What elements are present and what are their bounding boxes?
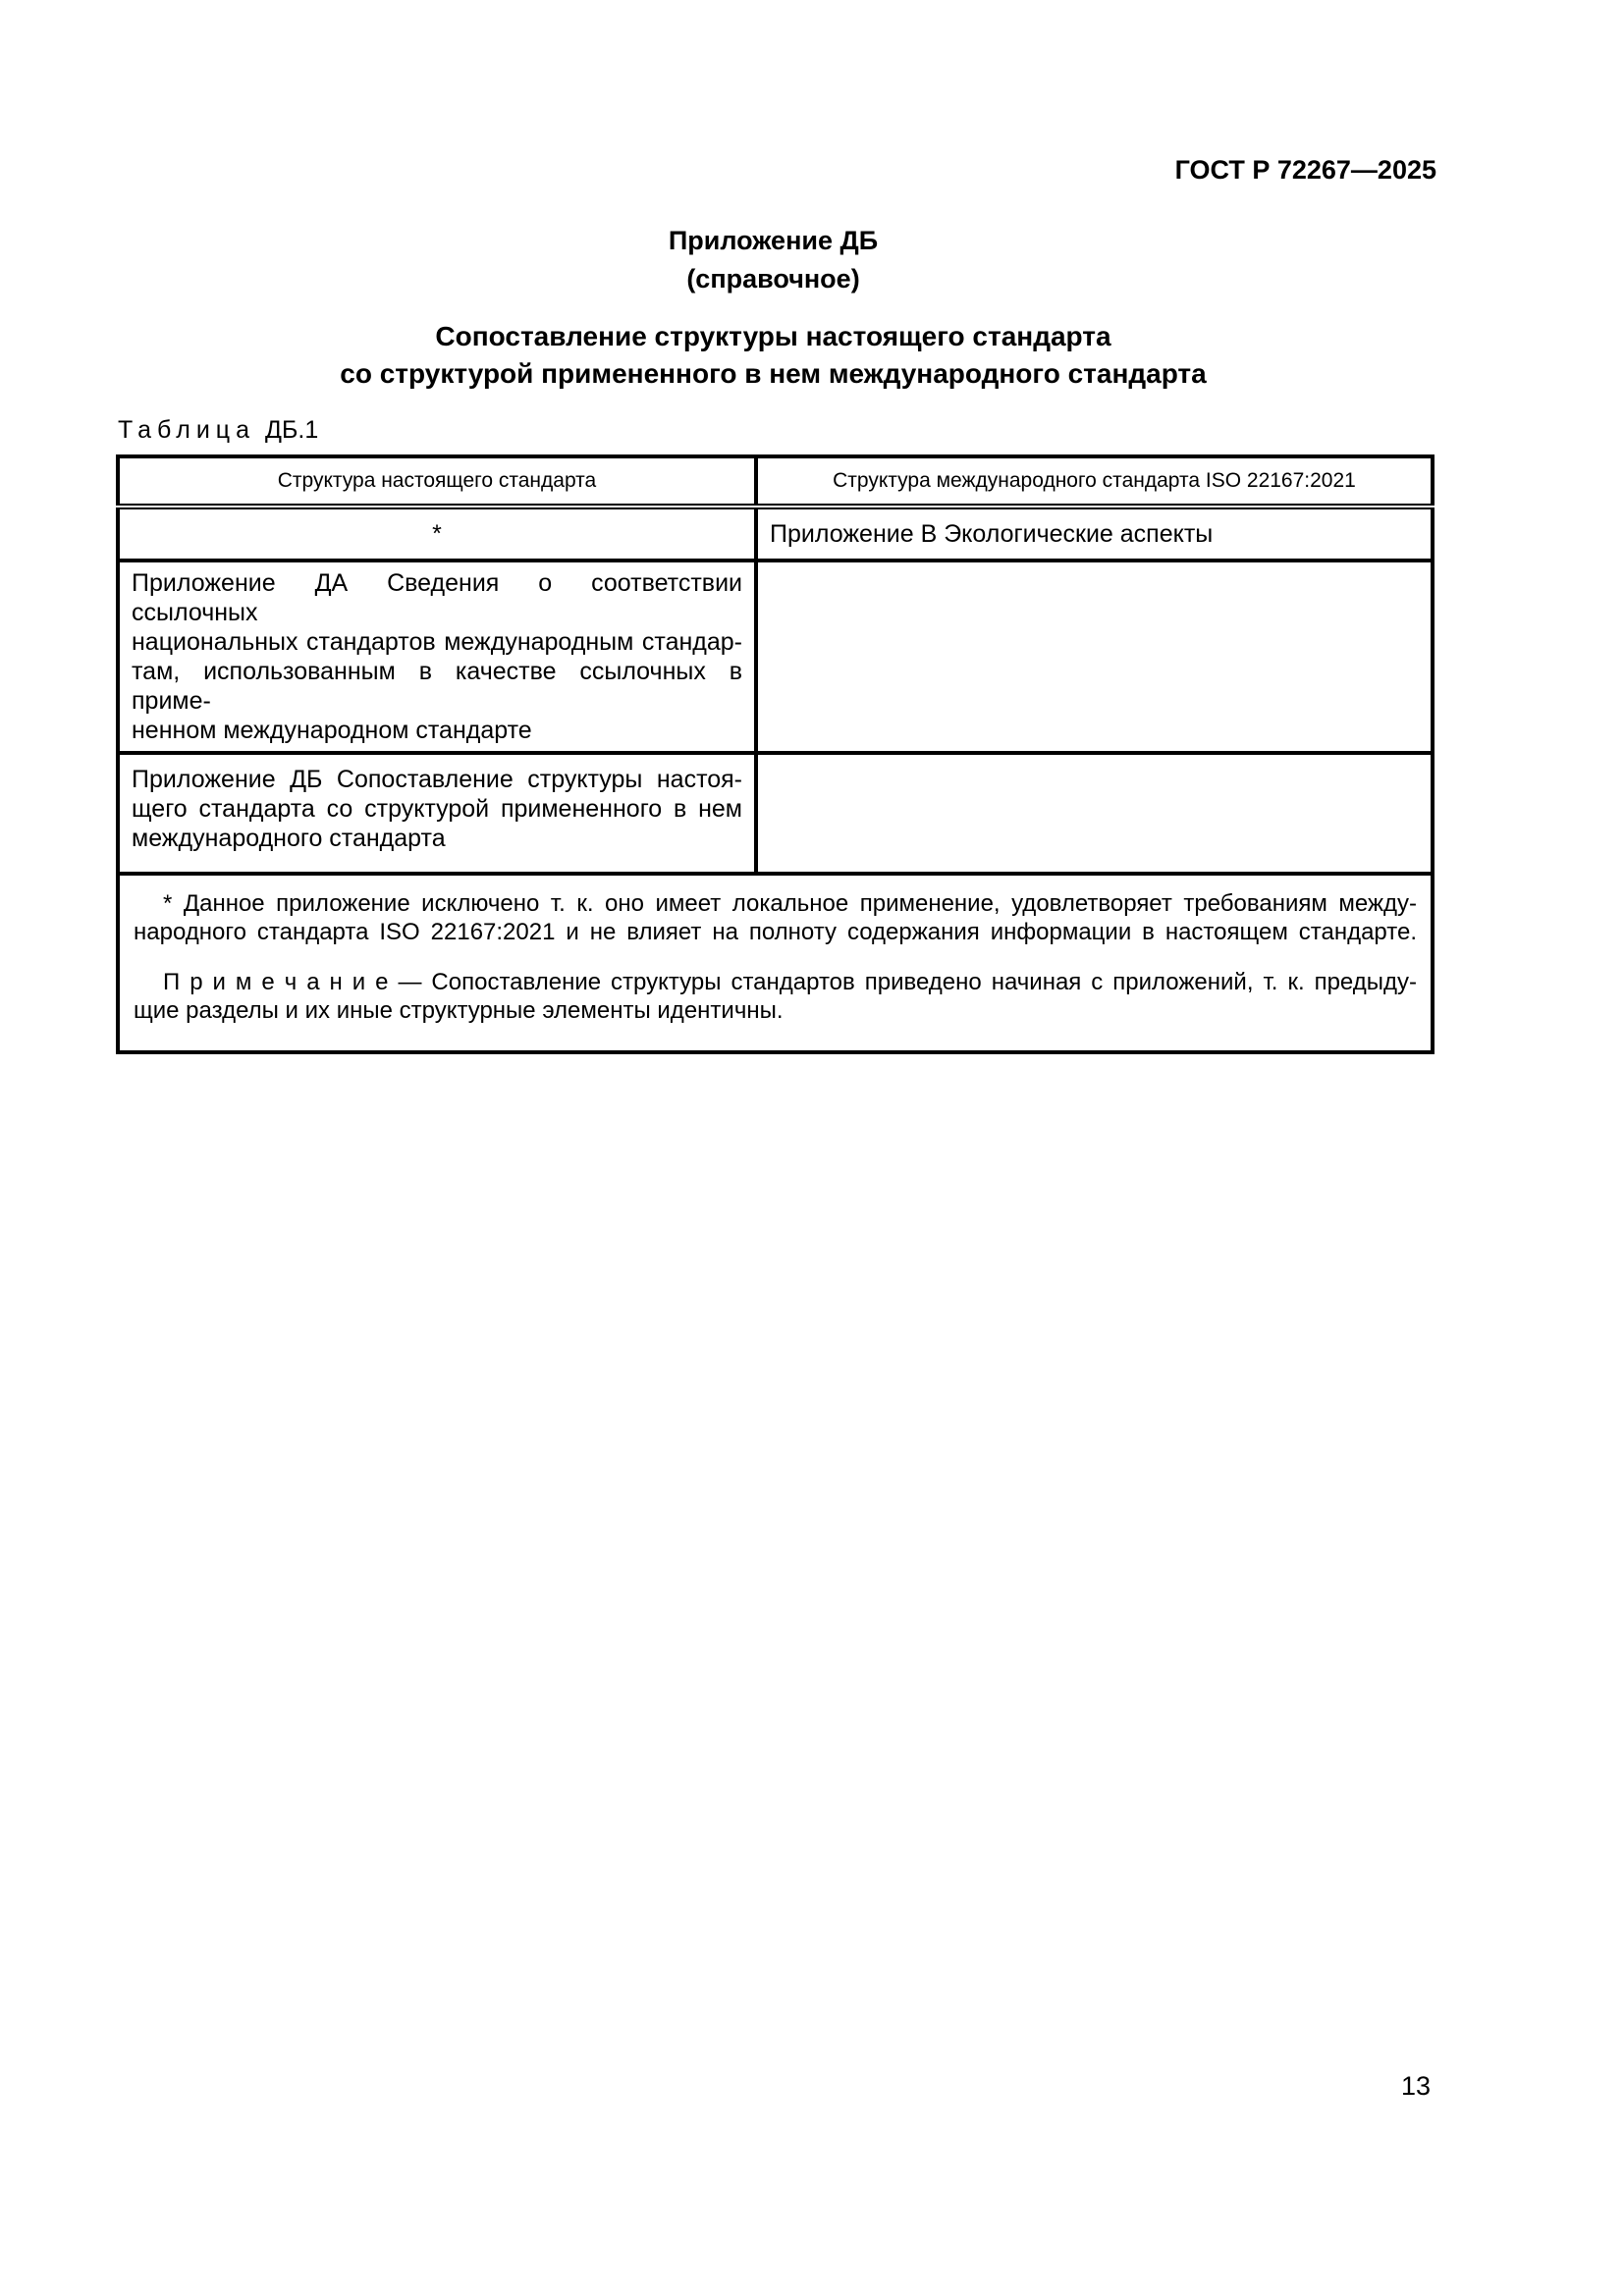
table-caption-word: Таблица (118, 416, 256, 444)
table-footnote (134, 889, 1417, 946)
column-header-national-standard: Структура настоящего стандарта (118, 456, 756, 507)
appendix-type: (справочное) (686, 264, 860, 294)
page-number: 13 (1400, 2071, 1431, 2101)
text-line: ненном международном стандарте (132, 717, 532, 744)
table-row (118, 561, 1433, 753)
text-line: национальных стандартов международным стандар- (132, 628, 742, 656)
table-caption-number: ДБ.1 (265, 416, 319, 444)
table-row (118, 507, 1433, 561)
text-line: народного стандарта ISO 22167:2021 и не влияет на полноту содержания информации в настоящем стандарте. (134, 919, 1417, 945)
structure-comparison-table (116, 454, 1435, 1054)
cell-international-empty-1 (756, 561, 1433, 753)
text-line: Приложение ДБ Сопоставление структуры настоя- (132, 766, 742, 793)
table-note (134, 968, 1417, 1025)
table-header-row (118, 456, 1433, 507)
appendix-label: Приложение ДБ (668, 226, 879, 255)
text-line: со структурой примененного в нем международного стандарта (340, 358, 1207, 389)
table-footer-row (118, 874, 1433, 1052)
appendix-title (116, 318, 1431, 393)
text-line: щие разделы и их иные структурные элементы идентичны. (134, 997, 784, 1024)
text-line: П р и м е ч а н и е — Сопоставление структуры стандартов приведено начиная с приложений, т. к. предыду- (163, 969, 1417, 995)
text-line: Приложение ДА Сведения о соответствии ссылочных (132, 569, 742, 626)
text-line: международного стандарта (132, 825, 446, 852)
table-row (118, 753, 1433, 874)
cell-national-asterisk: * (118, 507, 756, 561)
doc-number: ГОСТ Р 72267—2025 (1174, 155, 1436, 185)
text-line: * Данное приложение исключено т. к. оно имеет локальное применение, удовлетворяет требованиям между- (163, 890, 1417, 917)
text-line: там, использованным в качестве ссылочных в приме- (132, 658, 742, 715)
table-caption (118, 416, 318, 445)
table-footnote-cell (118, 874, 1433, 1052)
cell-international-empty-2 (756, 753, 1433, 874)
cell-national-appendix-da (118, 561, 756, 753)
column-header-international-standard: Структура международного стандарта ISO 22167:2021 (756, 456, 1433, 507)
cell-national-appendix-db (118, 753, 756, 874)
text-line: Сопоставление структуры настоящего стандарта (435, 321, 1111, 351)
cell-international-appendix-b: Приложение В Экологические аспекты (756, 507, 1433, 561)
text-line: щего стандарта со структурой примененного в нем (132, 795, 742, 823)
